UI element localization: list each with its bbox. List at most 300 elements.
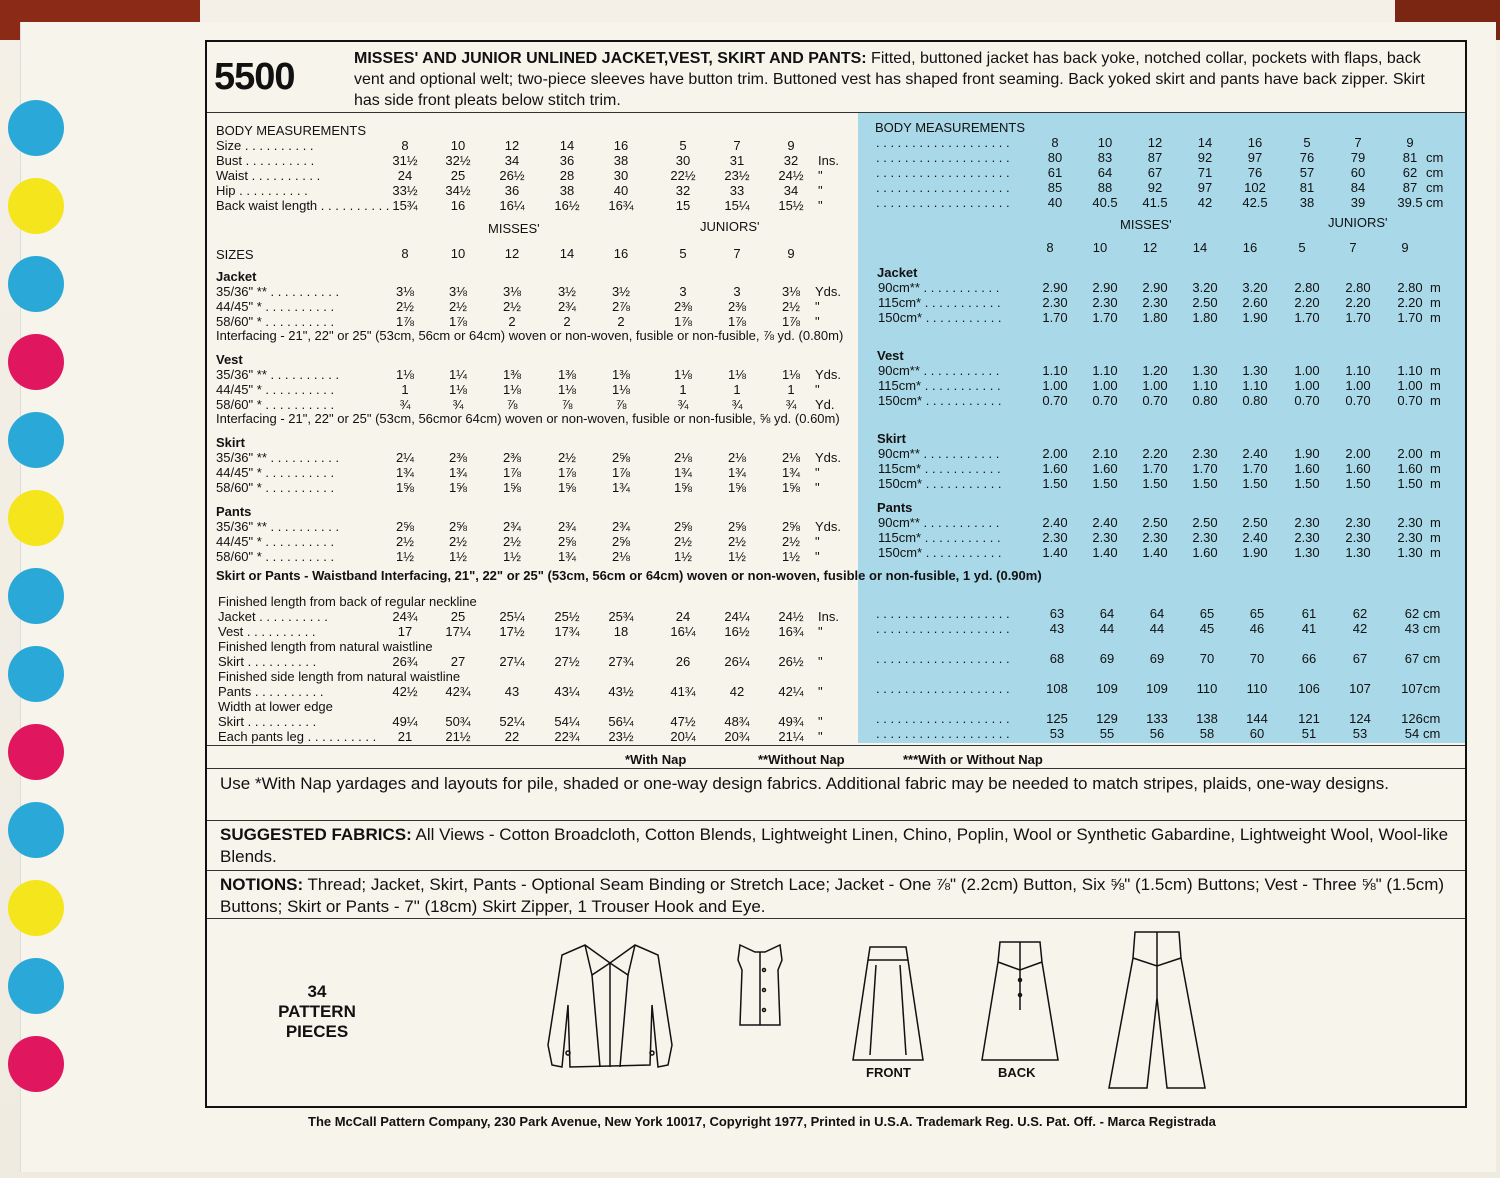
yardage-value: 2 [508,314,516,329]
metric-unit: m [1430,280,1441,295]
finished-value: 43¼ [554,684,580,699]
finished-unit: " [818,654,823,669]
finished-value: 24½ [778,609,804,624]
metric-finished-value: 65 [1249,606,1265,621]
yardage-value: 1¾ [557,549,577,564]
size-column: 8 [401,246,409,261]
metric-size-column: 10 [1092,240,1108,255]
yardage-value: 2¾ [557,519,577,534]
body-value: 38 [559,183,575,198]
yardage-value: 2⅝ [727,519,747,534]
metric-unit: m [1430,393,1441,408]
metric-unit: cm [1423,681,1441,696]
metric-yardage-value: 2.30 [1042,295,1068,310]
metric-finished-value: 65 [1199,606,1215,621]
metric-yardage-value: 1.50 [1192,476,1218,491]
yardage-value: 2⅝ [448,519,468,534]
finished-value: 16¼ [670,624,696,639]
pieces-number: 34 [307,982,327,1001]
body-label-waist: Waist . . . . . . . . . . [216,168,321,183]
metric-unit: m [1430,378,1441,393]
metric-finished-value: 106 [1298,681,1320,696]
yardage-value: 2½ [781,534,801,549]
metric-unit: cm [1426,165,1444,180]
body-label-back-waist-length: Back waist length . . . . . . . . . . [216,198,390,213]
metric-body-value: 76 [1299,150,1315,165]
metric-body-measurements-heading: BODY MEASUREMENTS [875,120,1026,135]
metric-size-column: 8 [1046,240,1054,255]
metric-yardage-value: 1.10 [1345,363,1371,378]
sizes-label: SIZES [216,247,254,262]
finished-heading: Finished length from natural waistline [218,639,433,654]
metric-yardage-value: 2.00 [1397,446,1423,461]
leader: . . . . . . . . . . . . . . . . . . . [876,135,1010,150]
metric-finished-value: 67 [1404,651,1420,666]
metric-finished-value: 53 [1352,726,1368,741]
body-value: 36 [559,153,575,168]
finished-value: 24 [675,609,691,624]
metric-yardage-value: 0.70 [1092,393,1118,408]
yardage-value: 1⅞ [502,465,522,480]
yardage-value: 2⅞ [611,299,631,314]
metric-unit: m [1430,363,1441,378]
metric-yardage-value: 2.20 [1345,295,1371,310]
body-value: 34 [783,183,799,198]
metric-juniors-group-label: JUNIORS' [1328,215,1388,230]
yardage-value: 2⅛ [673,450,693,465]
yardage-value: 1⅝ [673,480,693,495]
metric-yardage-value: 2.20 [1294,295,1320,310]
metric-finished-value: 44 [1099,621,1115,636]
metric-size-column: 16 [1242,240,1258,255]
metric-body-value: 42 [1197,195,1213,210]
finished-value: 54¼ [554,714,580,729]
yardage-skirt-heading: Skirt [216,435,245,450]
leader: . . . . . . . . . . . . . . . . . . . [876,165,1010,180]
metric-size-column: 7 [1349,240,1357,255]
metric-body-value: 81 [1402,150,1418,165]
metric-body-value: 61 [1047,165,1063,180]
finished-value: 43 [504,684,520,699]
finished-label: Jacket . . . . . . . . . . [218,609,328,624]
finished-value: 16½ [724,624,750,639]
metric-yardage-value: 1.10 [1092,363,1118,378]
metric-finished-value: 125 [1046,711,1068,726]
yardage-unit: Yds. [815,450,842,465]
metric-finished-value: 43 [1404,621,1420,636]
metric-body-value: 14 [1197,135,1213,150]
interfacing-note: Interfacing - 21", 22" or 25" (53cm, 56cmor 64cm) woven or non-woven, fusible or non-fusible, ⅝ yd. (0.60m) [216,411,840,426]
finished-value: 21 [397,729,413,744]
yardage-value: 2⅜ [448,450,468,465]
body-value: 28 [559,168,575,183]
metric-body-value: 76 [1247,165,1263,180]
body-unit: " [818,198,823,213]
body-value: 16¾ [608,198,634,213]
metric-yardage-value: 1.00 [1294,363,1320,378]
yardage-value: ¾ [785,397,797,412]
metric-unit: cm [1423,606,1441,621]
finished-value: 52¼ [499,714,525,729]
body-value: 25 [450,168,466,183]
metric-body-value: 88 [1097,180,1113,195]
yardage-value: ¾ [731,397,743,412]
size-column: 14 [559,246,575,261]
yardage-unit: " [815,549,820,564]
body-value: 15½ [778,198,804,213]
body-value: 16¼ [499,198,525,213]
yardage-value: 1½ [727,549,747,564]
yardage-value: 1½ [502,549,522,564]
pieces-line2: PIECES [285,1022,349,1041]
fabrics-text: All Views - Cotton Broadcloth, Cotton Blends, Lightweight Linen, Chino, Poplin, Wool or Synthetic Gabardine, Lightweight Wool, Wool-like Blends. [220,825,1449,866]
yardage-value: 2½ [673,534,693,549]
metric-yardage-value: 3.20 [1242,280,1268,295]
yardage-value: 2¼ [395,450,415,465]
finished-value: 50¾ [445,714,471,729]
metric-yardage-value: 1.70 [1042,310,1068,325]
metric-yardage-value: 1.80 [1192,310,1218,325]
yardage-value: 2½ [727,534,747,549]
body-value: 15¼ [724,198,750,213]
body-unit: Ins. [818,153,839,168]
body-value: 32 [675,183,691,198]
metric-row-label: 90cm** . . . . . . . . . . . [878,280,1000,295]
body-value: 22½ [670,168,696,183]
yardage-value: 1 [679,382,687,397]
body-value: 15 [675,198,691,213]
finished-value: 20¼ [670,729,696,744]
metric-finished-value: 70 [1199,651,1215,666]
metric-row-label: 90cm** . . . . . . . . . . . [878,363,1000,378]
suggested-fabrics [220,824,1460,868]
yardage-value: 1⅛ [611,382,631,397]
metric-row-label: 115cm* . . . . . . . . . . . [878,530,1001,545]
finished-value: 47½ [670,714,696,729]
metric-yardage-value: 0.80 [1192,393,1218,408]
yardage-value: 2 [617,314,625,329]
yardage-value: 2½ [502,299,522,314]
metric-unit: cm [1423,711,1441,726]
registration-dot [8,568,64,624]
yardage-row-label: 44/45" * . . . . . . . . . . [216,534,335,549]
metric-finished-value: 126 [1401,711,1423,726]
yardage-value: 1⅛ [727,367,747,382]
metric-yardage-value: 2.30 [1345,530,1371,545]
yardage-value: 1⅝ [448,480,468,495]
metric-unit: cm [1426,180,1444,195]
metric-yardage-value: 1.60 [1092,461,1118,476]
metric-unit: m [1430,530,1441,545]
metric-yardage-value: 1.60 [1397,461,1423,476]
view-label-back: BACK [998,1065,1036,1080]
metric-yardage-value: 0.70 [1294,393,1320,408]
yardage-value: 1⅜ [557,367,577,382]
metric-size-column: 5 [1298,240,1306,255]
yardage-value: 1 [401,382,409,397]
metric-body-value: 102 [1244,180,1266,195]
yardage-value: 1¾ [673,465,693,480]
nap-legend-without: **Without Nap [758,752,845,767]
yardage-unit: " [815,465,820,480]
view-label-front: FRONT [866,1065,911,1080]
metric-yardage-value: 1.30 [1397,545,1423,560]
metric-body-value: 10 [1097,135,1113,150]
metric-yardage-value: 1.50 [1345,476,1371,491]
vest-sketch [730,940,790,1030]
metric-yardage-value: 1.00 [1294,378,1320,393]
finished-value: 26¼ [724,654,750,669]
metric-finished-value: 62 [1404,606,1420,621]
registration-dot [8,334,64,390]
leader: . . . . . . . . . . . . . . . . . . . [876,180,1010,195]
yardage-value: 2½ [448,299,468,314]
metric-yardage-value: 2.80 [1294,280,1320,295]
metric-yardage-value: 1.00 [1042,378,1068,393]
metric-yardage-value: 1.50 [1142,476,1168,491]
metric-finished-value: 46 [1249,621,1265,636]
metric-yardage-value: 0.70 [1345,393,1371,408]
yardage-value: 1¾ [611,480,631,495]
metric-unit: cm [1426,150,1444,165]
metric-unit: cm [1423,726,1441,741]
yardage-value: 2¾ [502,519,522,534]
leader: . . . . . . . . . . . . . . . . . . . [876,711,1010,726]
metric-yardage-value: 1.10 [1042,363,1068,378]
skirt-front-sketch [848,945,928,1065]
yardage-value: 2⅝ [557,534,577,549]
body-value: 33½ [392,183,418,198]
metric-yardage-value: 1.30 [1345,545,1371,560]
body-label-size: Size . . . . . . . . . . [216,138,314,153]
yardage-value: 2⅝ [395,519,415,534]
metric-yardage-value: 1.30 [1242,363,1268,378]
metric-body-value: 40.5 [1092,195,1118,210]
yardage-unit: " [815,480,820,495]
metric-finished-value: 51 [1301,726,1317,741]
yardage-unit: " [815,299,820,314]
finished-unit: " [818,729,823,744]
registration-dot [8,100,64,156]
pieces-line1: PATTERN [278,1002,356,1021]
yardage-unit: Yd. [815,397,835,412]
metric-finished-value: 68 [1049,651,1065,666]
metric-yardage-value: 2.30 [1294,530,1320,545]
metric-yardage-value: 1.90 [1242,545,1268,560]
size-column: 5 [679,246,687,261]
finished-value: 26½ [778,654,804,669]
metric-finished-value: 69 [1149,651,1165,666]
metric-body-value: 83 [1097,150,1113,165]
leader: . . . . . . . . . . . . . . . . . . . [876,195,1010,210]
metric-yardage-value: 1.60 [1345,461,1371,476]
metric-body-value: 57 [1299,165,1315,180]
body-unit: " [818,183,823,198]
finished-value: 21¼ [778,729,804,744]
metric-yardage-value: 1.80 [1142,310,1168,325]
metric-unit: m [1430,461,1441,476]
metric-yardage-value: 1.00 [1345,378,1371,393]
metric-finished-value: 53 [1049,726,1065,741]
yardage-value: 2⅛ [781,450,801,465]
divider [207,768,1465,769]
description-text: Fitted, buttoned jacket has back yoke, notched collar, pockets with flaps, back vent and optional welt; two-piece sleeves have button trim. Buttoned vest has shaped front seaming. Back yoked skirt and pants have back zipper. Skirt has side front pleats below stitch trim. [354,50,1425,109]
yardage-value: 1⅝ [557,480,577,495]
yardage-value: 3 [733,284,741,299]
finished-value: 27 [450,654,466,669]
finished-label: Vest . . . . . . . . . . [218,624,316,639]
metric-finished-value: 107 [1401,681,1423,696]
body-value: 8 [401,138,409,153]
yardage-value: 1⅛ [502,382,522,397]
body-value: 15¾ [392,198,418,213]
metric-unit: cm [1426,195,1444,210]
yardage-value: ¾ [677,397,689,412]
size-column: 16 [613,246,629,261]
body-value: 10 [450,138,466,153]
metric-finished-value: 64 [1149,606,1165,621]
metric-yardage-value: 2.30 [1397,530,1423,545]
metric-body-value: 67 [1147,165,1163,180]
yardage-value: ¾ [452,397,464,412]
metric-row-label: 150cm* . . . . . . . . . . . [878,310,1002,325]
yardage-value: 1⅛ [557,382,577,397]
metric-finished-value: 144 [1246,711,1268,726]
metric-jacket-heading: Jacket [877,265,918,280]
metric-yardage-value: 1.60 [1042,461,1068,476]
skirt-back-sketch [978,940,1062,1065]
metric-yardage-value: 1.00 [1142,378,1168,393]
metric-unit: cm [1423,621,1441,636]
finished-value: 26 [675,654,691,669]
metric-body-value: 40 [1047,195,1063,210]
yardage-value: 1⅞ [673,314,693,329]
yardage-value: 2½ [557,450,577,465]
metric-body-value: 80 [1047,150,1063,165]
yardage-value: 1⅞ [727,314,747,329]
finished-value: 42¾ [445,684,471,699]
metric-finished-value: 44 [1149,621,1165,636]
yardage-value: 1⅞ [395,314,415,329]
metric-body-value: 62 [1402,165,1418,180]
yardage-value: 1½ [448,549,468,564]
yardage-value: 3⅛ [395,284,415,299]
metric-vest-heading: Vest [877,348,904,363]
finished-value: 49¾ [778,714,804,729]
metric-yardage-value: 1.90 [1242,310,1268,325]
divider [207,745,1465,746]
body-value: 31½ [392,153,418,168]
divider [207,870,1465,871]
metric-finished-value: 55 [1099,726,1115,741]
yardage-value: 1 [787,382,795,397]
metric-row-label: 150cm* . . . . . . . . . . . [878,393,1002,408]
yardage-value: 2⅜ [673,299,693,314]
waistband-note: Skirt or Pants - Waistband Interfacing, 21", 22" or 25" (53cm, 56cm or 64cm) woven or non-woven, fusible or non-fusible, 1 yd. (0.90m) [216,568,1042,583]
yardage-value: 1⅞ [781,314,801,329]
metric-finished-value: 67 [1352,651,1368,666]
metric-yardage-value: 1.40 [1042,545,1068,560]
finished-value: 21½ [445,729,471,744]
yardage-value: 2¾ [611,519,631,534]
metric-body-value: 8 [1051,135,1059,150]
registration-dot [8,178,64,234]
metric-finished-value: 109 [1096,681,1118,696]
body-value: 24 [397,168,413,183]
metric-finished-value: 121 [1298,711,1320,726]
metric-yardage-value: 2.30 [1345,515,1371,530]
yardage-row-label: 58/60" * . . . . . . . . . . [216,397,335,412]
yardage-value: 1⅝ [781,480,801,495]
body-label-hip: Hip . . . . . . . . . . [216,183,308,198]
metric-body-value: 85 [1047,180,1063,195]
body-value: 16 [613,138,629,153]
finished-value: 43½ [608,684,634,699]
yardage-value: 1⅞ [448,314,468,329]
body-value: 26½ [499,168,525,183]
yardage-value: 1⅝ [502,480,522,495]
body-value: 9 [787,138,795,153]
metric-yardage-value: 1.50 [1092,476,1118,491]
metric-body-value: 38 [1299,195,1315,210]
yardage-value: 1⅝ [727,480,747,495]
metric-finished-value: 108 [1046,681,1068,696]
metric-body-value: 97 [1247,150,1263,165]
finished-value: 49¼ [392,714,418,729]
leader: . . . . . . . . . . . . . . . . . . . [876,150,1010,165]
body-unit: " [818,168,823,183]
yardage-value: 3½ [557,284,577,299]
yardage-value: 1⅞ [557,465,577,480]
metric-body-value: 39.5 [1397,195,1423,210]
finished-value: 48¾ [724,714,750,729]
notions-label: NOTIONS: [220,875,304,894]
yardage-value: 1⅝ [395,480,415,495]
metric-body-value: 9 [1406,135,1414,150]
yardage-value: 1⅛ [448,382,468,397]
metric-row-label: 90cm** . . . . . . . . . . . [878,446,1000,461]
metric-unit: m [1430,310,1441,325]
metric-misses-group-label: MISSES' [1120,217,1172,232]
metric-row-label: 115cm* . . . . . . . . . . . [878,295,1001,310]
size-column: 12 [504,246,520,261]
metric-finished-value: 124 [1349,711,1371,726]
yardage-value: 1 [733,382,741,397]
metric-yardage-value: 1.10 [1242,378,1268,393]
metric-body-value: 12 [1147,135,1163,150]
finished-value: 23½ [608,729,634,744]
yardage-value: 3⅛ [502,284,522,299]
notions [220,874,1460,918]
metric-yardage-value: 2.30 [1142,295,1168,310]
yardage-value: 1¾ [395,465,415,480]
metric-finished-value: 54 [1404,726,1420,741]
notions-text: Thread; Jacket, Skirt, Pants - Optional Seam Binding or Stretch Lace; Jacket - One ⅞" (2.2cm) Button, Six ⅝" (1.5cm) Buttons; Vest - Three ⅝" (1.5cm) Buttons; Skirt or Pants - 7" (18cm) Skirt Zipper, 1 Trouser Hook and Eye. [220,875,1445,916]
finished-value: 41¾ [670,684,696,699]
body-value: 34½ [445,183,471,198]
registration-dot [8,412,64,468]
metric-body-value: 81 [1299,180,1315,195]
yardage-value: 1¾ [727,465,747,480]
yardage-unit: " [815,314,820,329]
metric-body-value: 16 [1247,135,1263,150]
yardage-value: 2½ [502,534,522,549]
size-column: 10 [450,246,466,261]
metric-finished-value: 62 [1352,606,1368,621]
finished-label: Skirt . . . . . . . . . . [218,654,317,669]
metric-yardage-value: 2.60 [1242,295,1268,310]
metric-yardage-value: 0.70 [1397,393,1423,408]
